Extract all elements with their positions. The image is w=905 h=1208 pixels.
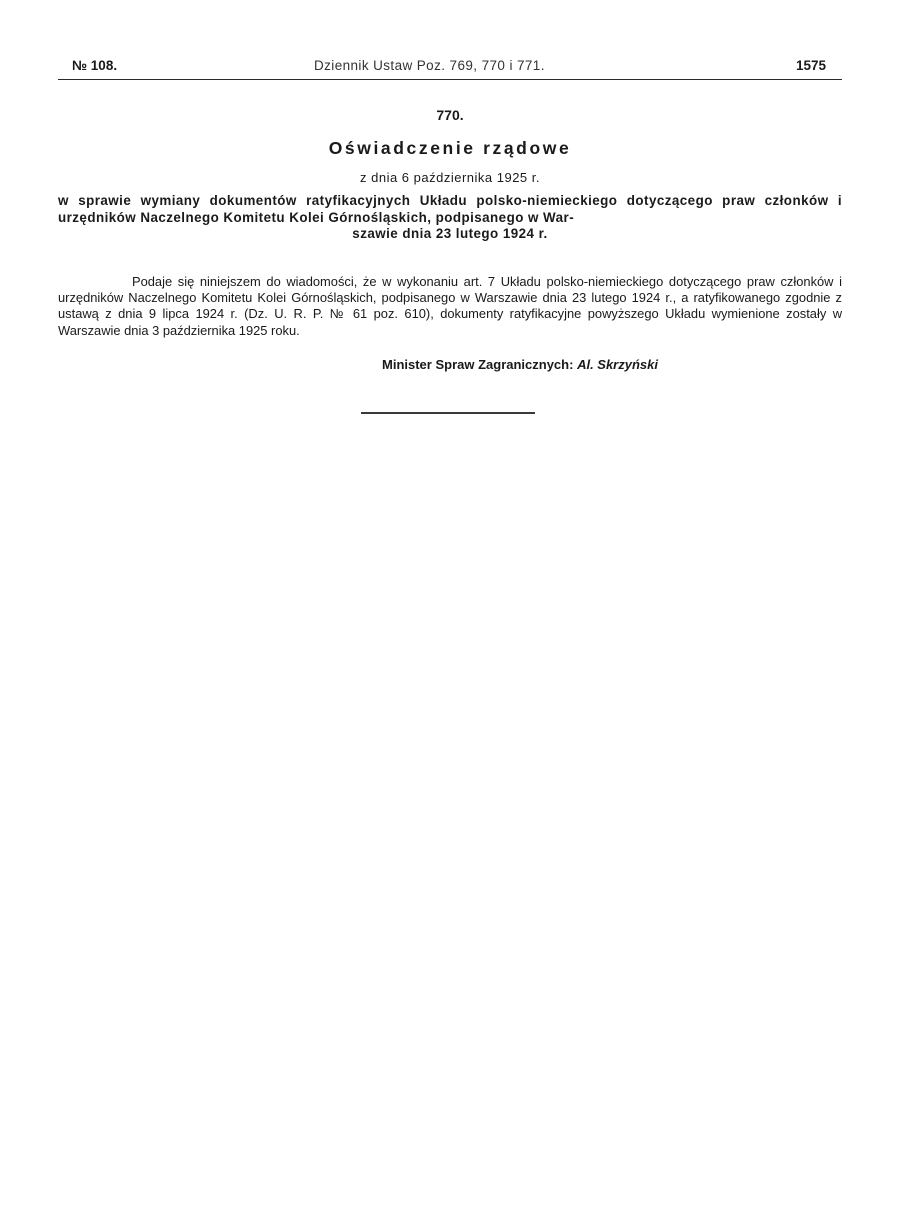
header-rule [58, 79, 842, 80]
act-title: Oświadczenie rządowe [328, 138, 572, 158]
act-subject-main: w sprawie wymiany dokumentów ratyfikacyjnych Układu polsko-niemieckiego dotyczącego praw członków i urzędników Naczelnego Komitetu Kolei Górnośląskich, podpisanego w War- [58, 193, 842, 225]
running-header [58, 58, 842, 78]
signature-title: Minister Spraw Zagranicznych: [382, 357, 574, 372]
issue-number: № 108. [72, 58, 118, 73]
act-subject-end: szawie dnia 23 lutego 1924 r. [352, 226, 548, 241]
signature-name: Al. Skrzyński [577, 357, 658, 372]
signature [382, 357, 658, 372]
act-date: z dnia 6 października 1925 r. [360, 170, 540, 185]
page-number: 1575 [795, 58, 826, 73]
entry-number: 770. [436, 107, 464, 123]
body-paragraph: Podaje się niniejszem do wiadomości, że w wykonaniu art. 7 Układu polsko-niemieckiego dotyczącego praw członków i urzędników Naczelnego Komitetu Kolei Górnośląskich, podpisanego w Warszawie dnia 23 lutego 1924 r., a ratyfikowanego zgodnie z ustawą z dnia 9 lipca 1924 r. (Dz. U. R. P. № 61 poz. 610), dokumenty ratyfikacyjne powyższego Układu wymienione zostały w Warszawie dnia 3 października 1925 roku. [58, 273, 842, 338]
journal-reference: Dziennik Ustaw Poz. 769, 770 i 771. [314, 58, 545, 73]
closing-rule [361, 412, 535, 414]
act-subject [58, 193, 842, 243]
